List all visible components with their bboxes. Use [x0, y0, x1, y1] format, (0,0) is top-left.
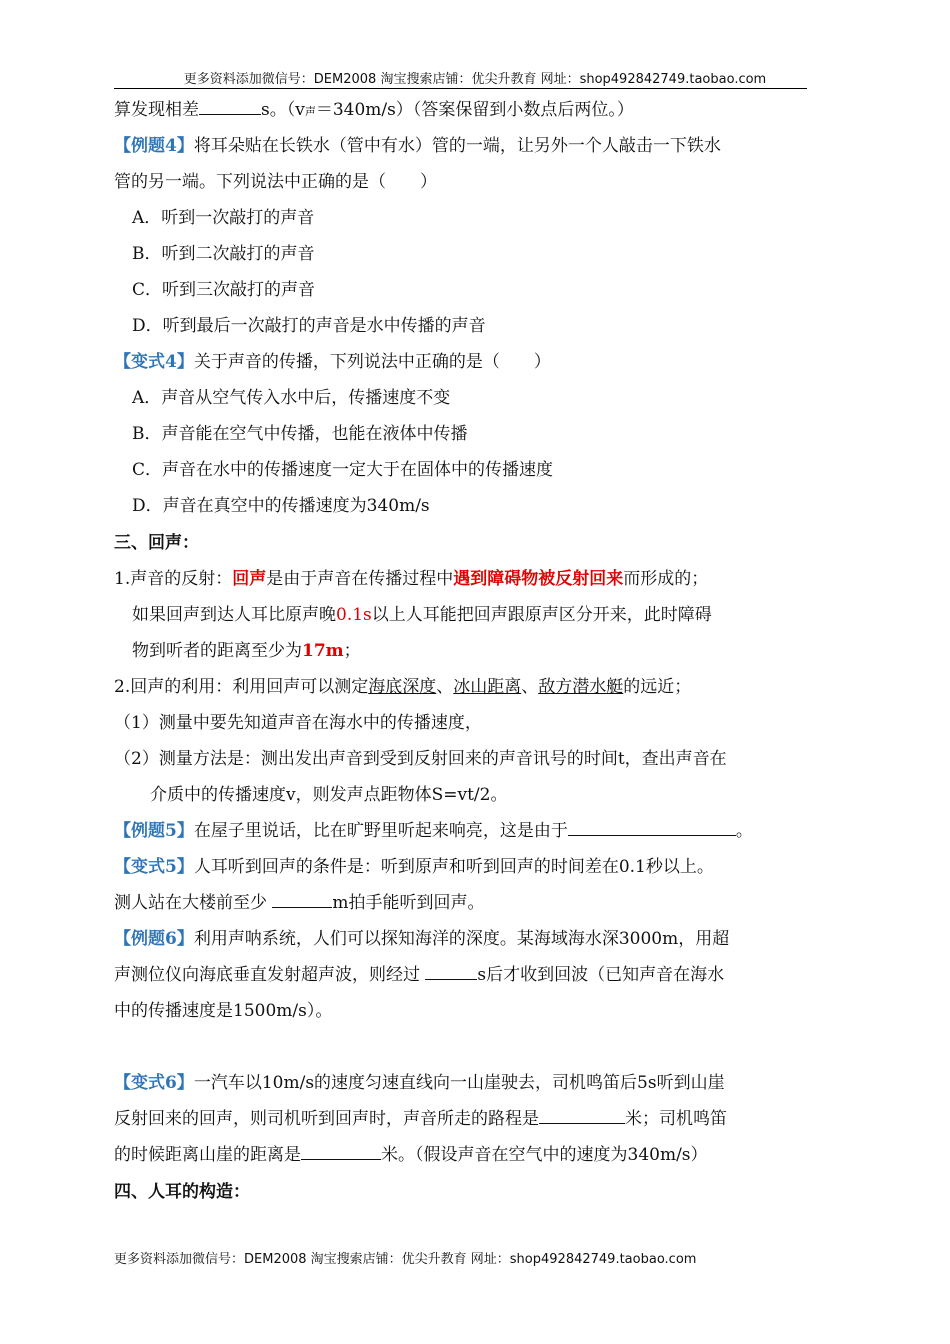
text: ＝340m/s）（答案保留到小数点后两位。）	[315, 100, 634, 120]
option-c[interactable]: C．声音在水中的传播速度一定大于在固体中的传播速度	[132, 460, 554, 480]
option-d[interactable]: D．声音在真空中的传播速度为340m/s	[132, 496, 430, 516]
section-4-title: 四、人耳的构造：	[114, 1182, 250, 1202]
echo-definition	[114, 568, 708, 590]
answer-blank[interactable]	[425, 964, 477, 980]
answer-blank[interactable]	[568, 820, 736, 836]
text: 声测位仪向海底垂直发射超声波，则经过	[114, 965, 420, 985]
answer-blank[interactable]	[539, 1108, 625, 1124]
text: 米；司机鸣笛	[625, 1109, 727, 1129]
text: m拍手能听到回声。	[332, 893, 485, 913]
text: 一汽车以10m/s的速度匀速直线向一山崖驶去，司机鸣笛后5s听到山崖	[193, 1073, 725, 1093]
question-continuation	[114, 99, 634, 123]
text: s。（v	[261, 100, 305, 120]
text: 测人站在大楼前至少	[114, 893, 267, 913]
option-a[interactable]: A．听到一次敲打的声音	[132, 208, 315, 228]
variant-tag: 【变式6】	[114, 1073, 194, 1093]
subscript: 声	[304, 105, 316, 118]
measure-step-2-cont: 介质中的传播速度v，则发声点距物体S=vt/2。	[150, 785, 508, 805]
option-b[interactable]: B．声音能在空气中传播，也能在液体中传播	[132, 424, 468, 444]
text: 2.回声的利用：利用回声可以测定	[114, 677, 369, 697]
example-4-line2: 管的另一端。下列说法中正确的是（ ）	[114, 172, 437, 192]
echo-uses	[114, 676, 691, 698]
example-5	[114, 820, 753, 842]
measure-step-2: （2）测量方法是：测出发出声音到受到反射回来的声音讯号的时间t，查出声音在	[114, 749, 727, 769]
text: 将耳朵贴在长铁水（管中有水）管的一端，让另外一个人敲击一下铁水	[193, 136, 721, 156]
text: 物到听者的距离至少为	[132, 641, 302, 661]
variant-tag: 【变式5】	[114, 857, 194, 877]
text: ；	[343, 641, 361, 661]
underlined: 敌方潜水艇	[538, 677, 624, 697]
option-a[interactable]: A．声音从空气传入水中后，传播速度不变	[132, 388, 451, 408]
text: 、	[521, 677, 539, 697]
example-6	[114, 928, 729, 950]
text: 以上人耳能把回声跟原声区分开来，此时障碍	[371, 605, 712, 625]
option-b[interactable]: B．听到二次敲打的声音	[132, 244, 315, 264]
section-3-title: 三、回声：	[114, 533, 199, 553]
text: 利用声呐系统，人们可以探知海洋的深度。某海域海水深3000m，用超	[193, 929, 730, 949]
variant-6-line3	[114, 1144, 708, 1166]
text: 如果回声到达人耳比原声晚	[132, 605, 336, 625]
text: 在屋子里说话，比在旷野里听起来响亮，这是由于	[193, 821, 568, 841]
text: 的时候距离山崖的距离是	[114, 1145, 301, 1165]
highlight: 17m	[302, 641, 344, 661]
answer-blank[interactable]	[301, 1144, 381, 1160]
answer-blank[interactable]	[272, 892, 332, 908]
text: 、	[436, 677, 454, 697]
text: 。	[735, 821, 753, 841]
answer-blank[interactable]	[199, 99, 261, 115]
text: 人耳听到回声的条件是：听到原声和听到回声的时间差在0.1秒以上。	[193, 857, 714, 877]
page-footer: 更多资料添加微信号：DEM2008 淘宝搜索店铺：优尖升教育 网址：shop492842749.taobao.com	[114, 1252, 697, 1267]
example-6-line2	[114, 964, 724, 986]
text: 关于声音的传播，下列说法中正确的是（ ）	[193, 352, 551, 372]
option-d[interactable]: D．听到最后一次敲打的声音是水中传播的声音	[132, 316, 486, 336]
example-tag: 【例题4】	[114, 136, 194, 156]
header-divider	[114, 88, 807, 89]
variant-6	[114, 1072, 725, 1094]
text: 而形成的；	[623, 569, 709, 589]
page-header: 更多资料添加微信号：DEM2008 淘宝搜索店铺：优尖升教育 网址：shop492842749.taobao.com	[183, 72, 767, 87]
highlight: 回声	[232, 569, 267, 589]
example-6-line3: 中的传播速度是1500m/s）。	[114, 1001, 333, 1021]
option-c[interactable]: C．听到三次敲打的声音	[132, 280, 316, 300]
text: 是由于声音在传播过程中	[266, 569, 454, 589]
example-tag: 【例题5】	[114, 821, 194, 841]
variant-6-line2	[114, 1108, 727, 1130]
example-4	[114, 135, 721, 157]
text: 米。（假设声音在空气中的速度为340m/s）	[381, 1145, 708, 1165]
variant-4	[114, 351, 551, 373]
highlight: 0.1s	[336, 605, 372, 625]
echo-distance	[132, 640, 361, 662]
variant-5-line2	[114, 892, 485, 914]
underlined: 冰山距离	[453, 677, 522, 697]
text: 反射回来的回声，则司机听到回声时，声音所走的路程是	[114, 1109, 539, 1129]
echo-condition	[132, 604, 712, 626]
variant-tag: 【变式4】	[114, 352, 194, 372]
example-tag: 【例题6】	[114, 929, 194, 949]
text: 1.声音的反射：	[114, 569, 233, 589]
text: 算发现相差	[114, 100, 199, 120]
text: 的远近；	[623, 677, 692, 697]
highlight: 遇到障碍物被反射回来	[453, 569, 624, 589]
underlined: 海底深度	[368, 677, 437, 697]
text: s后才收到回波（已知声音在海水	[477, 965, 725, 985]
measure-step-1: （1）测量中要先知道声音在海水中的传播速度，	[114, 713, 482, 733]
variant-5	[114, 856, 714, 878]
